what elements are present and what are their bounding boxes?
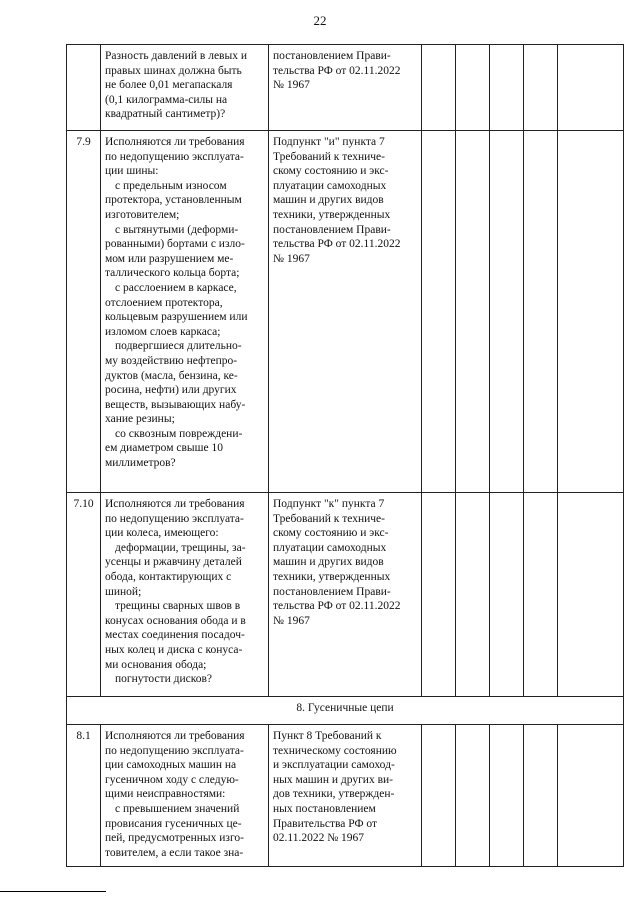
reference-line: тельства РФ от 02.11.2022: [273, 600, 401, 613]
checklist-body: [67, 45, 624, 867]
answer-cell[interactable]: [558, 725, 624, 867]
reference-line: Требований к техниче-: [273, 150, 385, 163]
reference-line: ных машин и других ви-: [273, 773, 393, 786]
reference-line: машин и других видов: [273, 556, 384, 569]
reference-line: техники, утвержденных: [273, 208, 391, 221]
question-line: Исполняются ли требования: [105, 136, 245, 148]
reference-line: № 1967: [273, 79, 310, 92]
question-line: местах соединения посадоч-: [105, 629, 245, 642]
question-line: изломом слоев каркаса;: [105, 325, 221, 338]
reference-line: Подпункт "и" пункта 7: [273, 136, 385, 148]
question-line: пей, предусмотренных изго-: [105, 832, 244, 845]
question-line: ных колец и диска с конуса-: [105, 643, 243, 656]
reference-line: плуатации самоходных: [273, 179, 387, 192]
question-line: с расслоением в каркасе,: [115, 281, 237, 294]
question-line: ции колеса, имеющего:: [105, 527, 219, 540]
answer-cell[interactable]: [422, 45, 456, 131]
reference-line: 02.11.2022 № 1967: [273, 832, 365, 845]
requirement-question: [101, 45, 269, 131]
reference-line: постановлением Прави-: [273, 223, 391, 236]
question-line: росина, нефти) или других: [105, 384, 237, 397]
requirement-question: [101, 131, 269, 493]
answer-cell[interactable]: [422, 725, 456, 867]
question-line: квадратный сантиметр)?: [105, 108, 226, 121]
reference-line: Подпункт "к" пункта 7: [273, 498, 385, 510]
legal-reference: [269, 725, 422, 867]
question-line: дуктов (масла, бензина, ке-: [105, 369, 238, 382]
question-line: хание резины;: [105, 413, 175, 426]
answer-cell[interactable]: [456, 725, 490, 867]
question-line: обода, контактирующих с: [105, 570, 232, 583]
question-line: конусах основания обода и в: [105, 614, 246, 627]
item-number: 7.10: [67, 493, 101, 697]
question-line: мом или разрушением ме-: [105, 252, 234, 265]
requirement-question: [101, 493, 269, 697]
reference-line: дов техники, утвержден-: [273, 788, 395, 801]
question-line: протектора, установленным: [105, 194, 242, 207]
reference-line: ных постановлением: [273, 802, 376, 815]
answer-cell[interactable]: [524, 45, 558, 131]
legal-reference: [269, 131, 422, 493]
question-line: с предельным износом: [115, 179, 227, 192]
question-line: (0,1 килограмма-силы на: [105, 93, 228, 106]
table-row: [67, 131, 624, 493]
reference-line: скому состоянию и экс-: [273, 527, 389, 540]
question-line: товителем, а если такое зна-: [105, 846, 244, 859]
item-number: [67, 45, 101, 131]
answer-cell[interactable]: [490, 45, 524, 131]
answer-cell[interactable]: [558, 45, 624, 131]
reference-line: № 1967: [273, 614, 310, 627]
question-line: щими неисправностями:: [105, 788, 226, 801]
item-number: 8.1: [67, 725, 101, 867]
reference-line: плуатации самоходных: [273, 541, 387, 554]
answer-cell[interactable]: [456, 45, 490, 131]
footnote-rule: [0, 891, 106, 892]
question-line: погнутости дисков?: [115, 673, 212, 686]
reference-line: техники, утвержденных: [273, 570, 391, 583]
reference-line: постановлением Прави-: [273, 585, 391, 598]
requirement-question: [101, 725, 269, 867]
question-line: ми основания обода;: [105, 658, 207, 671]
answer-cell[interactable]: [524, 131, 558, 493]
reference-line: тельства РФ от 02.11.2022: [273, 238, 401, 251]
question-line: му воздействию нефтепро-: [105, 354, 238, 367]
answer-cell[interactable]: [524, 493, 558, 697]
question-line: правых шинах должна быть: [105, 64, 242, 77]
question-line: Исполняются ли требования: [105, 498, 245, 510]
answer-cell[interactable]: [422, 493, 456, 697]
question-line: трещины сварных швов в: [115, 600, 241, 613]
question-line: подвергшиеся длительно-: [115, 340, 242, 353]
table-row: [67, 493, 624, 697]
question-line: веществ, вызывающих набу-: [105, 398, 246, 411]
item-number: 7.9: [67, 131, 101, 493]
question-line: ции самоходных машин на: [105, 759, 237, 772]
question-line: по недопущению эксплуата-: [105, 744, 244, 757]
reference-line: Правительства РФ от: [273, 817, 378, 830]
reference-line: скому состоянию и экс-: [273, 165, 389, 178]
question-line: со сквозным повреждени-: [115, 427, 243, 440]
question-line: усенцы и ржавчину деталей: [105, 556, 242, 569]
question-line: шиной;: [105, 585, 142, 598]
reference-line: постановлением Прави-: [273, 50, 391, 62]
checklist-table: [66, 44, 624, 867]
answer-cell[interactable]: [456, 493, 490, 697]
question-line: отслоением протектора,: [105, 296, 223, 309]
question-line: Исполняются ли требования: [105, 730, 245, 742]
reference-line: № 1967: [273, 252, 310, 265]
reference-line: машин и других видов: [273, 194, 384, 207]
section-header-row: [67, 697, 624, 725]
question-line: с вытянутыми (деформи-: [115, 223, 239, 236]
question-line: изготовителем;: [105, 208, 180, 221]
question-line: по недопущению эксплуата-: [105, 512, 244, 525]
question-line: ем диаметром свыше 10: [105, 442, 223, 455]
reference-line: и эксплуатации самоход-: [273, 759, 395, 772]
answer-cell[interactable]: [490, 725, 524, 867]
question-line: миллиметров?: [105, 457, 176, 470]
answer-cell[interactable]: [524, 725, 558, 867]
question-line: рованными) бортами с изло-: [105, 238, 245, 251]
page-number: 22: [313, 13, 327, 28]
question-line: гусеничном ходу с следую-: [105, 773, 239, 786]
legal-reference: [269, 45, 422, 131]
table-row: [67, 725, 624, 867]
answer-cell[interactable]: [422, 131, 456, 493]
section-title: 8. Гусеничные цепи: [67, 697, 624, 725]
question-line: по недопущению эксплуата-: [105, 150, 244, 163]
question-line: Разность давлений в левых и: [105, 50, 247, 62]
reference-line: Пункт 8 Требований к: [273, 730, 382, 742]
reference-line: Требований к техниче-: [273, 512, 385, 525]
answer-cell[interactable]: [456, 131, 490, 493]
reference-line: тельства РФ от 02.11.2022: [273, 64, 401, 77]
question-line: таллического кольца борта;: [105, 267, 240, 280]
question-line: кольцевым разрушением или: [105, 311, 248, 324]
answer-cell[interactable]: [558, 131, 624, 493]
question-line: деформации, трещины, за-: [115, 541, 246, 554]
reference-line: техническому состоянию: [273, 744, 397, 757]
question-line: не более 0,01 мегапаскаля: [105, 79, 233, 92]
answer-cell[interactable]: [558, 493, 624, 697]
answer-cell[interactable]: [490, 493, 524, 697]
question-line: ции шины:: [105, 165, 159, 178]
answer-cell[interactable]: [490, 131, 524, 493]
question-line: провисания гусеничных це-: [105, 817, 242, 830]
legal-reference: [269, 493, 422, 697]
table-row: [67, 45, 624, 131]
question-line: с превышением значений: [115, 802, 240, 815]
